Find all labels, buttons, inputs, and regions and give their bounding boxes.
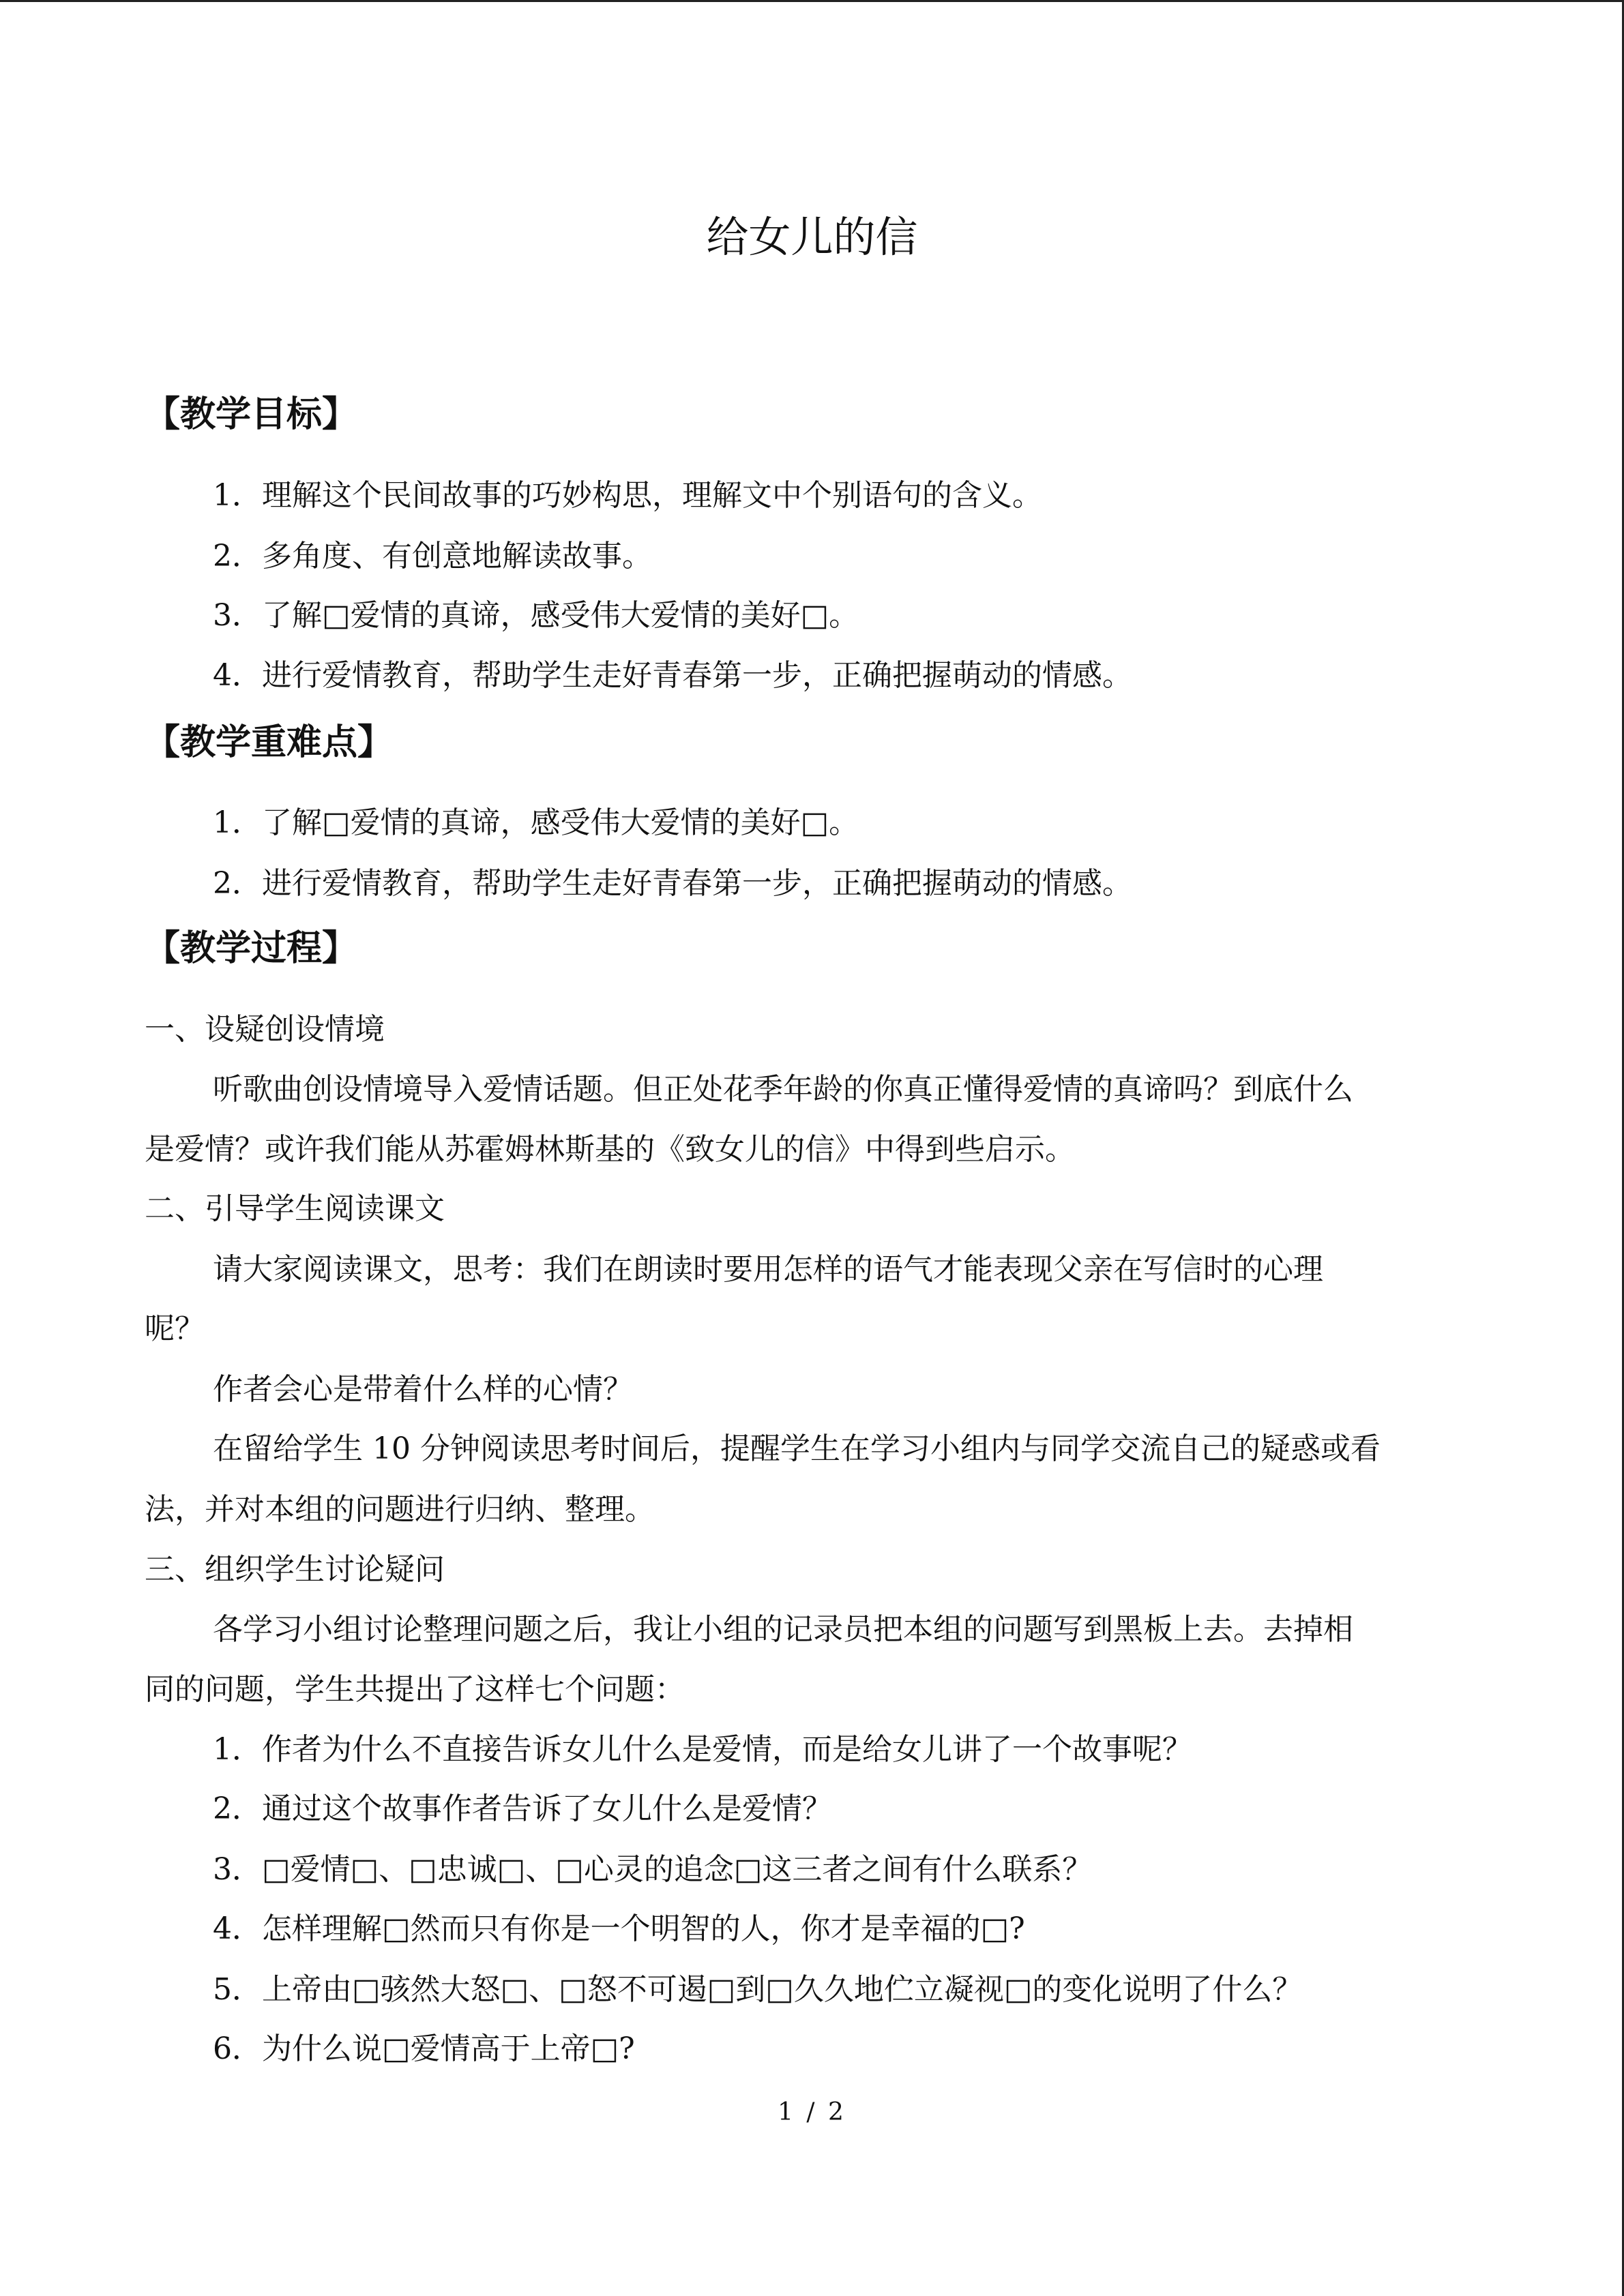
process-paragraph-line: 是爱情？或许我们能从苏霍姆林斯基的《致女儿的信》中得到些启示。 — [145, 1132, 1075, 1167]
question-item: 4．怎样理解□然而只有你是一个明智的人，你才是幸福的□? — [213, 1911, 1025, 1946]
question-item: 3．□爱情□、□忠诚□、□心灵的追念□这三者之间有什么联系？ — [213, 1852, 1093, 1887]
process-paragraph-line: 同的问题，学生共提出了这样七个问题： — [145, 1672, 685, 1707]
document-title: 给女儿的信 — [706, 212, 918, 262]
section-heading-process: 【教学过程】 — [145, 928, 358, 969]
process-subheading: 三、组织学生讨论疑问 — [145, 1552, 445, 1587]
section-heading-key-points: 【教学重难点】 — [145, 722, 394, 763]
goal-item: 4．进行爱情教育，帮助学生走好青春第一步，正确把握萌动的情感。 — [213, 658, 1132, 693]
goal-item: 3．了解□爱情的真谛，感受伟大爱情的美好□。 — [213, 598, 859, 633]
question-item: 6．为什么说□爱情高于上帝□? — [213, 2031, 635, 2066]
page-number: 1 / 2 — [778, 2098, 846, 2126]
question-item: 1．作者为什么不直接告诉女儿什么是爱情，而是给女儿讲了一个故事呢？ — [213, 1732, 1192, 1767]
process-paragraph-line: 在留给学生 10 分钟阅读思考时间后，提醒学生在学习小组内与同学交流自己的疑惑或看 — [213, 1431, 1381, 1466]
process-subheading: 一、设疑创设情境 — [145, 1012, 385, 1047]
goal-item: 2．多角度、有创意地解读故事。 — [213, 539, 652, 573]
process-paragraph-line: 请大家阅读课文，思考：我们在朗读时要用怎样的语气才能表现父亲在写信时的心理 — [213, 1252, 1323, 1287]
section-heading-goals: 【教学目标】 — [145, 394, 358, 435]
process-paragraph-line: 听歌曲创设情境导入爱情话题。但正处花季年龄的你真正懂得爱情的真谛吗？到底什么 — [213, 1072, 1353, 1107]
goal-item: 1．理解这个民间故事的巧妙构思，理解文中个别语句的含义。 — [213, 478, 1042, 513]
process-paragraph-line: 法，并对本组的问题进行归纳、整理。 — [145, 1492, 655, 1527]
process-paragraph-line: 呢？ — [145, 1311, 205, 1346]
key-point-item: 1．了解□爱情的真谛，感受伟大爱情的美好□。 — [213, 805, 859, 840]
process-paragraph-line: 作者会心是带着什么样的心情？ — [213, 1372, 633, 1407]
question-item: 2．通过这个故事作者告诉了女儿什么是爱情？ — [213, 1791, 832, 1826]
question-item: 5．上帝由□骇然大怒□、□怒不可遏□到□久久地伫立凝视□的变化说明了什么？ — [213, 1972, 1303, 2007]
process-paragraph-line: 各学习小组讨论整理问题之后，我让小组的记录员把本组的问题写到黑板上去。去掉相 — [213, 1612, 1353, 1647]
key-point-item: 2．进行爱情教育，帮助学生走好青春第一步，正确把握萌动的情感。 — [213, 866, 1132, 901]
process-subheading: 二、引导学生阅读课文 — [145, 1191, 445, 1226]
